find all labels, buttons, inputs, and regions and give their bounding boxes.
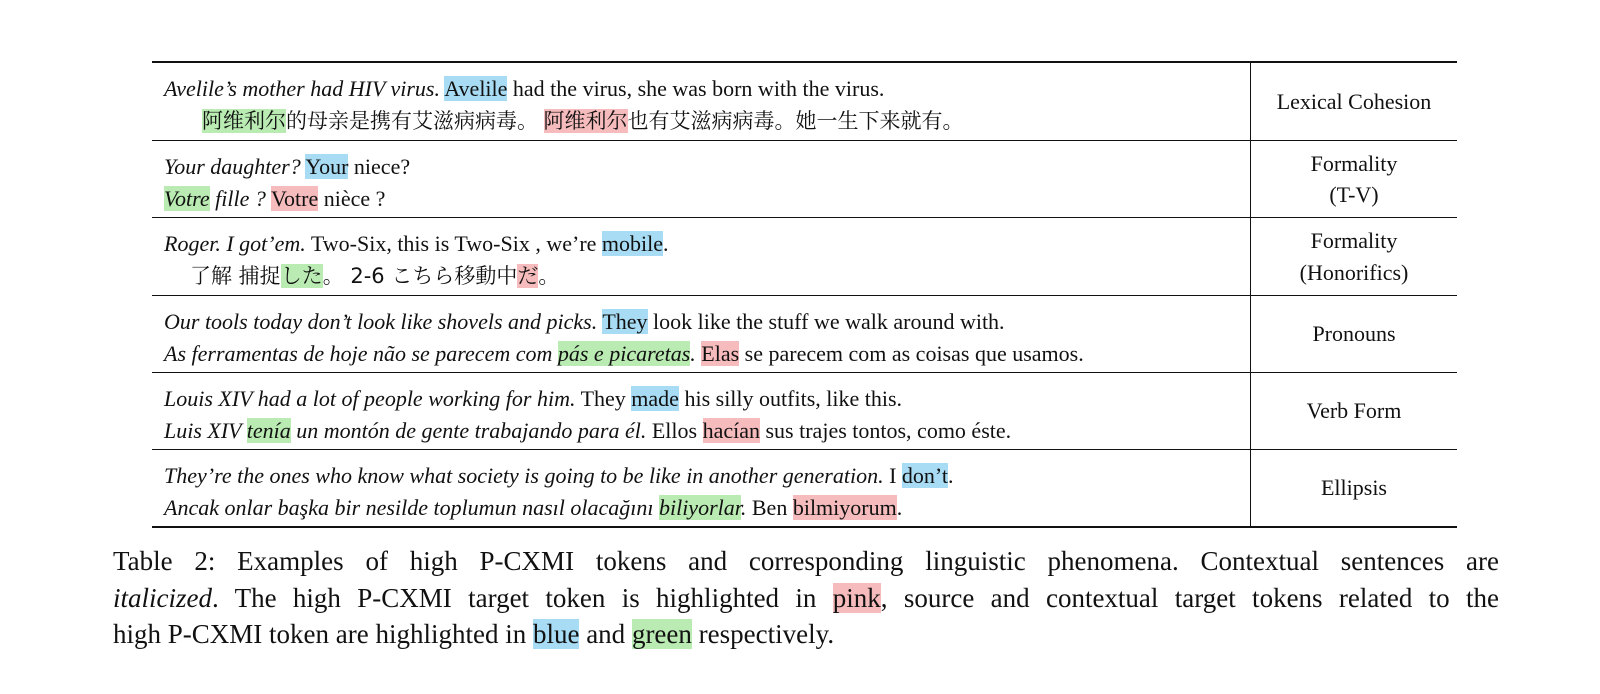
contextual-text-segment: Your daughter? (164, 154, 301, 179)
phenomenon-category-cell (1251, 373, 1458, 450)
context-target-highlight-token: 阿维利尔 (202, 108, 286, 133)
source-highlight-token: made (631, 386, 679, 411)
text-segment: 的母亲是携有艾滋病病毒。 (286, 108, 538, 133)
contextual-text-segment: As ferramentas de hoje não se parecem com (164, 340, 558, 366)
text-segment: 了解 捕捉 (190, 263, 281, 288)
caption-blue-word: blue (532, 619, 580, 649)
caption-ctx-word: italicized (113, 582, 212, 613)
contextual-text-segment: Louis XIV had a lot of people working for him. (164, 386, 576, 411)
phenomenon-label: Ellipsis (1320, 475, 1387, 501)
target-sentence-line (164, 415, 1244, 447)
caption-line (113, 543, 1499, 580)
plain-text-segment: niece? (348, 154, 411, 179)
source-sentence-line (164, 151, 1244, 183)
plain-text-segment: nièce ? (318, 185, 386, 211)
context-target-highlight-token: biliyorlar (658, 494, 741, 520)
phenomenon-label: Formality (1310, 228, 1398, 253)
target-sentence-line (164, 183, 1244, 215)
caption-line (113, 580, 1499, 617)
high-pcxmi-target-token: hacían (702, 417, 760, 443)
example-sentences-cell (152, 62, 1251, 141)
plain-text-segment: . (947, 463, 954, 488)
context-target-highlight-token: tenía (246, 417, 291, 443)
examples-table (152, 61, 1457, 528)
plain-text-segment: Two-Six, this is Two-Six , we’re (305, 231, 602, 256)
phenomenon-category-cell (1251, 62, 1458, 141)
target-sentence-line (164, 492, 1244, 524)
plain-text-segment (538, 108, 544, 133)
target-sentence-line (164, 338, 1244, 370)
plain-text-segment: look like the stuff we walk around with. (647, 309, 1005, 334)
phenomenon-label: Pronouns (1312, 321, 1396, 347)
context-target-highlight-token: した (280, 263, 323, 288)
caption-green-word: green (631, 619, 692, 649)
plain-text-segment: Ben (746, 494, 793, 520)
contextual-text-segment: . (740, 494, 747, 520)
caption-pink-word: pink (832, 582, 881, 613)
source-sentence-line (164, 228, 1244, 260)
high-pcxmi-target-token: Votre (270, 185, 319, 211)
caption-text: . The high P-CXMI target token is highlighted in (211, 582, 833, 613)
plain-text-segment: sus trajes tontos, como éste. (760, 417, 1012, 443)
table-row (152, 373, 1457, 450)
high-pcxmi-target-token: だ (517, 263, 539, 288)
phenomenon-category-cell (1251, 296, 1458, 373)
phenomenon-category-cell (1251, 141, 1458, 218)
source-sentence-line (164, 383, 1244, 415)
phenomenon-label: Formality (1310, 150, 1398, 176)
text-segment: 也有艾滋病病毒。她一生下来就有。 (627, 108, 964, 133)
phenomenon-label: (Honorifics) (1299, 259, 1409, 285)
table-caption (113, 543, 1499, 653)
plain-text-segment: his silly outfits, like this. (678, 386, 903, 411)
context-target-highlight-token: pás e picaretas (557, 340, 691, 366)
plain-text-segment: . (896, 494, 903, 520)
contextual-text-segment: fille ? (209, 185, 266, 211)
phenomenon-label: Verb Form (1306, 398, 1402, 424)
high-pcxmi-target-token: 阿维利尔 (543, 108, 628, 133)
contextual-text-segment: Luis XIV (164, 417, 247, 443)
plain-text-segment: Ellos (646, 417, 703, 443)
caption-text: , source and contextual target tokens related to the (880, 582, 1499, 613)
source-highlight-token: mobile (601, 231, 664, 256)
example-sentences-cell (152, 373, 1251, 450)
target-sentence-line (164, 105, 1244, 138)
caption-text: and (579, 619, 632, 649)
contextual-text-segment: Roger. I got’em. (164, 231, 306, 256)
plain-text-segment: I (883, 463, 902, 488)
table-body (152, 62, 1457, 527)
table-row (152, 141, 1457, 218)
source-sentence-line (164, 73, 1244, 105)
contextual-text-segment: un montón de gente trabajando para él. (290, 417, 647, 443)
table-row (152, 218, 1457, 296)
caption-text: high P-CXMI token are highlighted in (113, 619, 533, 649)
caption-text: respectively. (691, 619, 835, 649)
plain-text-segment: They (575, 386, 632, 411)
source-highlight-token: don’t (901, 463, 948, 488)
plain-text-segment: had the virus, she was born with the virus. (507, 76, 885, 101)
text-segment: 。 (538, 263, 560, 288)
high-pcxmi-target-token: Elas (701, 340, 740, 366)
caption-line (113, 616, 1499, 653)
table-row (152, 62, 1457, 141)
examples-table-container (152, 61, 1457, 528)
source-sentence-line (164, 460, 1244, 492)
source-highlight-token: Your (305, 154, 349, 179)
example-sentences-cell (152, 218, 1251, 296)
target-sentence-line (164, 260, 1244, 293)
contextual-text-segment: Our tools today don’t look like shovels and picks. (164, 309, 598, 334)
context-target-highlight-token: Votre (164, 185, 210, 211)
example-sentences-cell (152, 141, 1251, 218)
source-sentence-line (164, 306, 1244, 338)
plain-text-segment: se parecem com as coisas que usamos. (739, 340, 1084, 366)
example-sentences-cell (152, 450, 1251, 528)
contextual-text-segment: Ancak onlar başka bir nesilde toplumun nasıl olacağını (164, 494, 659, 520)
table-row (152, 450, 1457, 528)
contextual-text-segment: Avelile’s mother had HIV virus. (164, 76, 440, 101)
phenomenon-category-cell (1251, 218, 1458, 296)
contextual-text-segment: They’re the ones who know what society is going to be like in another generation. (164, 463, 884, 488)
plain-text-segment: . (663, 231, 669, 256)
caption-text: Table 2: Examples of high P-CXMI tokens and corresponding linguistic phenomena. Contextual sentences are (113, 546, 1499, 576)
source-highlight-token: Avelile (444, 76, 508, 101)
phenomenon-label: (T-V) (1329, 182, 1379, 207)
phenomenon-category-cell (1251, 450, 1458, 528)
phenomenon-label: Lexical Cohesion (1276, 88, 1432, 114)
table-row (152, 296, 1457, 373)
source-highlight-token: They (602, 309, 648, 334)
example-sentences-cell (152, 296, 1251, 373)
high-pcxmi-target-token: bilmiyorum (792, 494, 897, 520)
contextual-text-segment: . (690, 340, 696, 366)
text-segment: 。 2-6 こちら移動中 (322, 263, 518, 288)
